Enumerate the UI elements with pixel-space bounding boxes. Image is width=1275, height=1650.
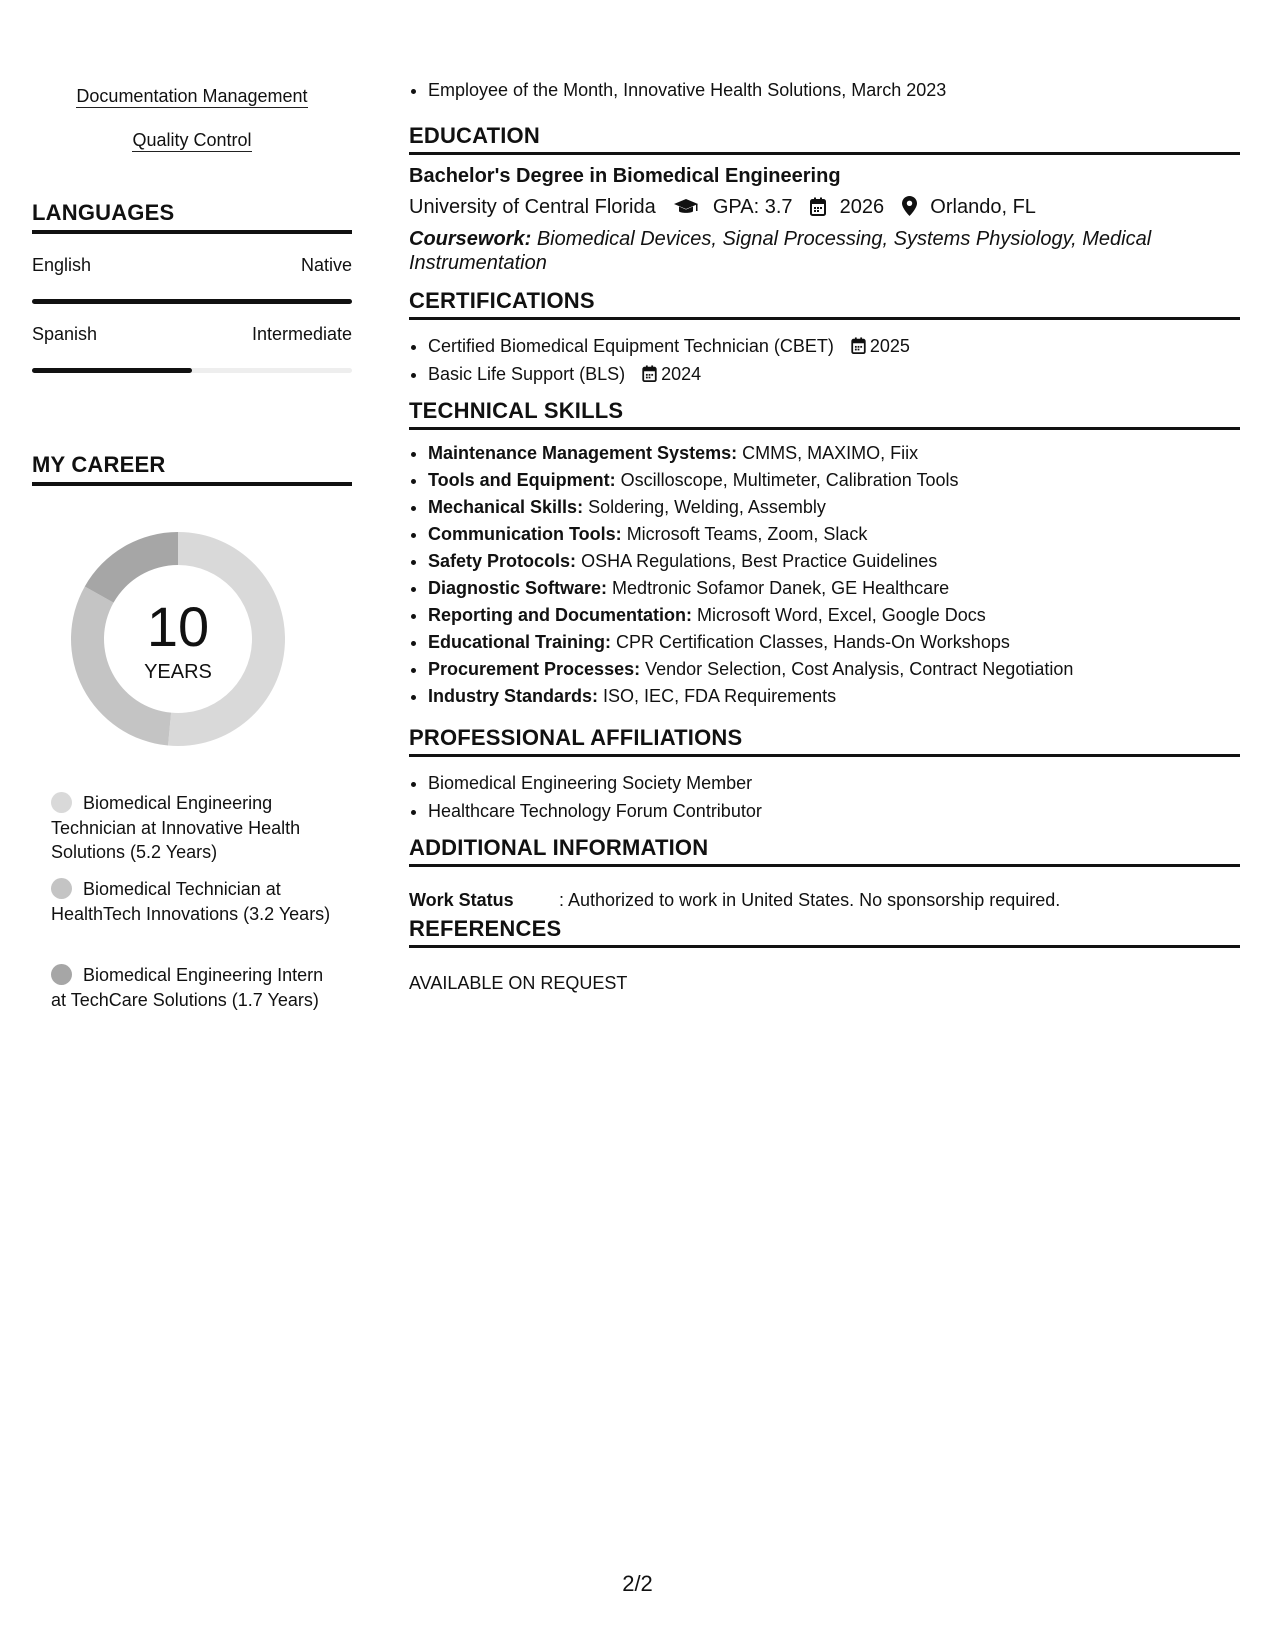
certification-year: 2025 (869, 336, 910, 356)
skill-value: Microsoft Teams, Zoom, Slack (626, 524, 868, 544)
education-heading: EDUCATION (409, 123, 1240, 155)
certification-name: Basic Life Support (BLS) (428, 364, 626, 384)
skill-label: Procurement Processes: (428, 659, 641, 679)
education-location: Orlando, FL (930, 196, 1036, 218)
technical-skills-list (409, 440, 1240, 710)
additional-info-heading: ADDITIONAL INFORMATION (409, 835, 1240, 867)
education-details (409, 196, 1036, 222)
legend-dot-icon (51, 792, 72, 813)
skill-item (428, 440, 1240, 467)
calendar-icon (642, 363, 657, 389)
affiliation-item: • Healthcare Technology Forum Contributor (428, 797, 1240, 825)
education-year: 2026 (839, 196, 885, 218)
education-gpa: GPA: 3.7 (712, 196, 793, 218)
skill-label: Communication Tools: (428, 524, 622, 544)
education-degree: Bachelor's Degree in Biomedical Engineering (409, 165, 841, 187)
references-heading: REFERENCES (409, 916, 1240, 948)
career-legend-item (51, 877, 331, 926)
page-number: 2/2 (622, 1571, 653, 1596)
calendar-icon (851, 335, 866, 361)
skill-item (428, 602, 1240, 629)
legend-dot-icon (51, 878, 72, 899)
affiliations-list (409, 769, 1240, 825)
skill-value: Oscilloscope, Multimeter, Calibration Tools (620, 470, 959, 490)
skill-label: Mechanical Skills: (428, 497, 584, 517)
career-legend-label: Biomedical Engineering Technician at Innovative Health Solutions (5.2 Years) (51, 793, 301, 862)
language-proficiency-bar (32, 299, 352, 304)
skill-label: Industry Standards: (428, 686, 599, 706)
certifications-list (409, 333, 1240, 389)
skill-tag (32, 84, 352, 108)
skill-item (428, 548, 1240, 575)
education-school: University of Central Florida (409, 196, 656, 218)
skill-value: ISO, IEC, FDA Requirements (603, 686, 837, 706)
legend-dot-icon (51, 964, 72, 985)
career-total-unit: YEARS (144, 661, 212, 683)
skill-item (428, 656, 1240, 683)
work-status-label: Work Status (409, 890, 514, 910)
affiliation-item: • Biomedical Engineering Society Member (428, 769, 1240, 797)
career-heading: MY CAREER (32, 452, 352, 486)
award-item: • Employee of the Month, Innovative Health Solutions, March 2023 (428, 80, 1240, 101)
skill-value: CPR Certification Classes, Hands-On Workshops (616, 632, 1010, 652)
skill-item (428, 521, 1240, 548)
skill-label: Safety Protocols: (428, 551, 577, 571)
career-total-years: 10 (146, 595, 210, 658)
career-donut-chart (65, 526, 291, 752)
certification-year: 2024 (661, 364, 702, 384)
coursework-text: Biomedical Devices, Signal Processing, Systems Physiology, Medical Instrumentation (409, 228, 1152, 274)
language-proficiency-bar (32, 368, 352, 373)
language-level: Native (300, 255, 352, 275)
career-legend-item (51, 791, 331, 865)
language-proficiency-fill (32, 368, 192, 373)
certification-item (428, 333, 1240, 361)
graduation-cap-icon (673, 198, 699, 222)
language-name: English (32, 255, 92, 275)
skill-label: Tools and Equipment: (428, 470, 616, 490)
work-status-value: : Authorized to work in United States. No sponsorship required. (559, 890, 1061, 910)
career-legend-item (51, 963, 331, 1012)
skill-label: Maintenance Management Systems: (428, 443, 738, 463)
languages-heading: LANGUAGES (32, 200, 352, 234)
work-status (409, 890, 1060, 911)
career-legend-label: Biomedical Technician at HealthTech Innovations (3.2 Years) (51, 879, 331, 924)
location-pin-icon (902, 196, 917, 222)
skill-value: Soldering, Welding, Assembly (588, 497, 826, 517)
language-level: Intermediate (251, 324, 352, 344)
certifications-heading: CERTIFICATIONS (409, 288, 1240, 320)
donut-segment-2 (85, 532, 178, 603)
skill-label: Educational Training: (428, 632, 612, 652)
skill-item (428, 467, 1240, 494)
career-legend-label: Biomedical Engineering Intern at TechCare Solutions (1.7 Years) (51, 965, 324, 1010)
skill-item (428, 494, 1240, 521)
skill-item (428, 683, 1240, 710)
skill-value: CMMS, MAXIMO, Fiix (742, 443, 919, 463)
coursework-label: Coursework: (409, 228, 532, 250)
awards-list (409, 80, 1240, 101)
skill-value: OSHA Regulations, Best Practice Guidelines (581, 551, 938, 571)
education-coursework (409, 227, 1189, 275)
skill-label: Reporting and Documentation: (428, 605, 692, 625)
skill-tag-label: Quality Control (132, 130, 252, 150)
technical-skills-heading: TECHNICAL SKILLS (409, 398, 1240, 430)
skill-tag-label: Documentation Management (76, 86, 308, 106)
references-text: AVAILABLE ON REQUEST (409, 973, 628, 993)
calendar-icon (810, 197, 826, 222)
skill-item (428, 629, 1240, 656)
certification-item (428, 361, 1240, 389)
skill-value: Vendor Selection, Cost Analysis, Contract Negotiation (645, 659, 1074, 679)
language-proficiency-fill (32, 299, 352, 304)
skill-tag (32, 128, 352, 152)
skill-item (428, 575, 1240, 602)
skill-value: Medtronic Sofamor Danek, GE Healthcare (612, 578, 950, 598)
skill-value: Microsoft Word, Excel, Google Docs (697, 605, 986, 625)
language-name: Spanish (32, 324, 98, 344)
certification-name: Certified Biomedical Equipment Technician (CBET) (428, 336, 834, 356)
skill-label: Diagnostic Software: (428, 578, 608, 598)
affiliations-heading: PROFESSIONAL AFFILIATIONS (409, 725, 1240, 757)
